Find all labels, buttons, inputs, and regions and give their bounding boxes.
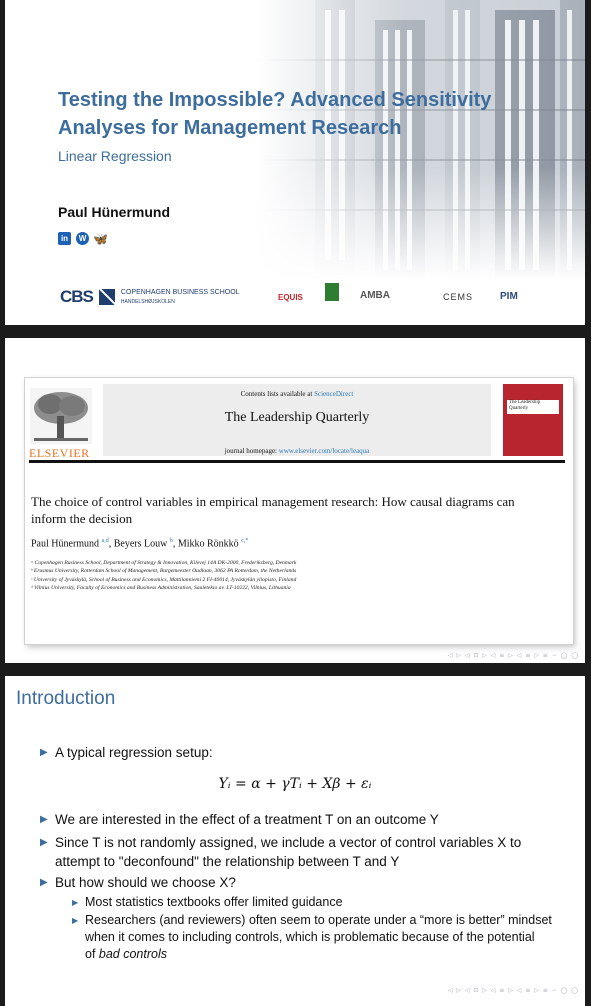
affiliation-item: ᵃ Copenhagen Business School, Department of Strategy & Innovation, Kilevej 14A DK-2000, Frederiksberg, Denmark <box>31 560 297 566</box>
journal-title: The Leadership Quarterly <box>224 410 370 425</box>
presentation-title: Testing the Impossible? Advanced Sensitivity Analyses for Management Research <box>58 89 492 139</box>
title-slide <box>5 0 585 325</box>
paper-authors: Paul Hünermund $^{a,d}$, Beyers Louw $^b$, Mikko Rönkkö $^{c,*}$ <box>31 538 249 550</box>
beamer-navigation-bar[interactable]: ◁ ▷ ◁ ⊡ ▷ ◁ ≡ ▷ ◁ ≡ ▷ ≡ ∽ ◯ ◯ <box>447 652 579 659</box>
beamer-navigation-bar[interactable]: ◁ ▷ ◁ ⊡ ▷ ◁ ≡ ▷ ◁ ≡ ▷ ≡ ∽ ◯ ◯ <box>447 987 579 994</box>
bullet-text: Since T is not randomly assigned, we include a vector of control variables X to <box>55 835 522 850</box>
cbs-wordmark: CBS <box>60 287 93 306</box>
author-name: Paul Hünermund <box>31 538 100 550</box>
bullet-text-continued: attempt to "deconfound" the relationship between T and Y <box>55 854 400 869</box>
bullet-text: But how should we choose X? <box>55 875 236 890</box>
elsevier-tree-icon <box>30 388 92 444</box>
cbs-logo <box>60 287 240 307</box>
bullet-item <box>40 743 213 762</box>
sub-bullet-text-continued: when it comes to including controls, which is problematic because of the potential <box>85 930 535 944</box>
header-rule <box>29 460 565 463</box>
sub-bullet-text: Researchers (and reviewers) often seem to operate under a “more is better” mindset <box>85 913 552 927</box>
contents-label: Contents lists available at <box>240 390 315 398</box>
author-affil: b <box>169 538 173 544</box>
cbs-name: COPENHAGEN BUSINESS SCHOOL <box>120 288 240 296</box>
accreditation-logos <box>60 283 540 311</box>
affiliation-item: ᵇ Erasmus University, Rotterdam School of Management, Burgemeester Oudlaan, 3062 PA Rotterdam, the Netherlands <box>31 568 297 575</box>
elsevier-wordmark: ELSEVIER <box>29 446 90 460</box>
journal-cover-image <box>503 384 563 456</box>
pim-logo: PIM <box>500 291 518 302</box>
author-name: Mikko Rönkkö <box>177 538 239 550</box>
sub-bullet-text: Most statistics textbooks offer limited guidance <box>85 895 343 909</box>
affiliation-item: ᶜ University of Jyväskylä, School of Business and Economics, Mattilanniemi 2 FI-40014, Jyväskylän yliopisto, Finland <box>31 576 297 583</box>
regression-equation: Yᵢ = α + γTᵢ + Xβ + εᵢ <box>218 776 372 792</box>
bullet-text: We are interested in the effect of a treatment T on an outcome Y <box>55 812 439 827</box>
sub-bullet-arrow-icon: ▶ <box>72 898 79 907</box>
sub-bullet-text-continued: of <box>85 947 99 961</box>
sub-bullet-item <box>72 894 343 911</box>
sciencedirect-link[interactable]: ScienceDirect <box>314 390 354 398</box>
bullet-arrow-icon: ▶ <box>40 747 48 758</box>
sub-bullet-arrow-icon: ▶ <box>72 916 79 925</box>
cover-title: The Leadership Quarterly <box>507 400 559 414</box>
journal-info-box <box>103 384 491 456</box>
bullet-arrow-icon: ▶ <box>40 837 48 848</box>
homepage-label: journal homepage: <box>224 447 279 455</box>
cems-logo: CEMS <box>443 292 474 302</box>
affiliation-list <box>31 559 296 593</box>
bullet-item <box>40 833 522 871</box>
bullet-item <box>40 873 236 892</box>
linkedin-icon[interactable]: in <box>58 232 71 245</box>
author-affil: a,d <box>101 538 109 544</box>
bullet-arrow-icon: ▶ <box>40 814 48 825</box>
social-links <box>58 232 107 245</box>
bluesky-icon[interactable]: 🦋 <box>93 231 108 246</box>
presenter-name: Paul Hünermund <box>58 204 171 220</box>
cbs-danish-name: HANDELSHØJSKOLEN <box>120 298 175 305</box>
bullet-item <box>40 810 439 829</box>
paper-title: The choice of control variables in empirical management research: How causal diagrams can inform the decision <box>31 494 515 526</box>
affiliation-item: ᵈ Vilnius University, Faculty of Economics and Business Administration, Sauletekio av. LT-10222, Vilnius, Lithuania <box>31 585 291 592</box>
bullet-text: A typical regression setup: <box>55 745 213 760</box>
paper-header-image <box>25 378 573 644</box>
bad-controls-emphasis: bad controls <box>98 947 168 961</box>
amba-logo: AMBA <box>360 290 390 301</box>
introduction-slide <box>5 676 585 1006</box>
paper-slide <box>5 338 585 663</box>
author-affil: c,* <box>241 538 249 544</box>
aacsb-logo <box>325 283 339 301</box>
slide-heading: Introduction <box>16 688 116 709</box>
sub-bullet-item <box>72 912 552 963</box>
equis-logo: EQUIS <box>278 293 303 302</box>
journal-homepage-link[interactable]: www.elsevier.com/locate/leaqua <box>278 447 370 455</box>
author-name: Beyers Louw <box>113 538 168 550</box>
bullet-arrow-icon: ▶ <box>40 877 48 888</box>
presentation-subtitle: Linear Regression <box>58 148 172 164</box>
wordpress-icon[interactable]: W <box>76 232 89 245</box>
cbs-emblem-icon <box>99 289 115 305</box>
